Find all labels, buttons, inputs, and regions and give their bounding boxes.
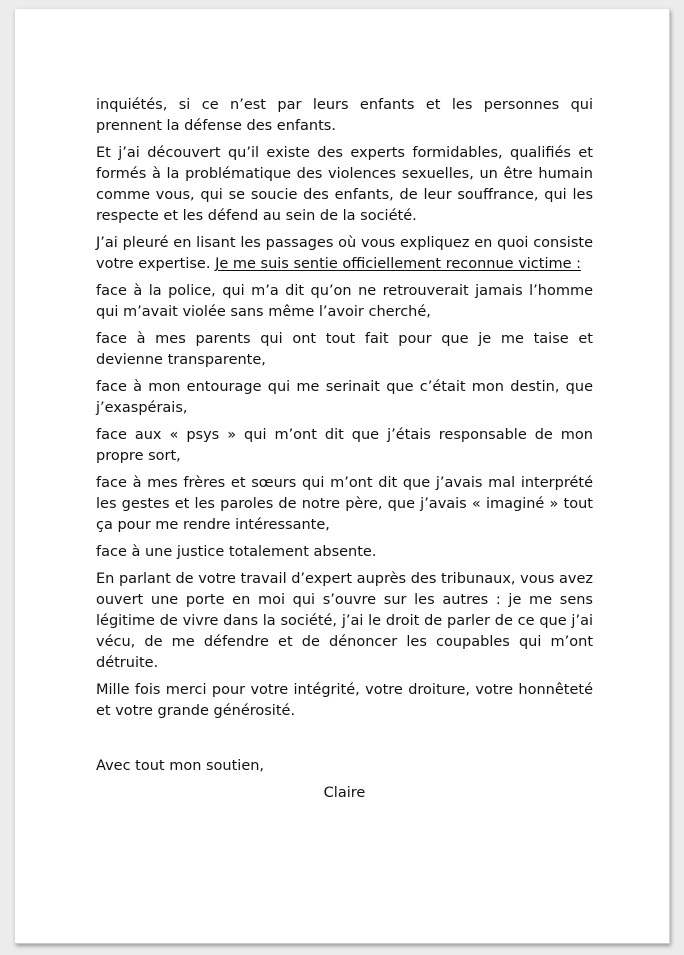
paragraph-3 xyxy=(96,233,593,275)
paragraph-4: face à la police, qui m’a dit qu’on ne retrouverait jamais l’homme qui m’avait violée sans même l’avoir cherché, xyxy=(96,283,593,320)
signature: Claire xyxy=(323,785,366,801)
document-page xyxy=(15,9,670,944)
letter-body xyxy=(96,95,593,804)
paragraph-9: face à une justice totalement absente. xyxy=(96,544,377,560)
paragraph-8: face à mes frères et sœurs qui m’ont dit que j’avais mal interprété les gestes et les paroles de notre père, que j’avais « imaginé » tout ça pour me rendre intéressante, xyxy=(96,475,593,533)
paragraph-7: face aux « psys » qui m’ont dit que j’étais responsable de mon propre sort, xyxy=(96,427,593,464)
paragraph-3-underlined-text: Je me suis sentie officiellement reconnue victime : xyxy=(215,256,582,272)
paragraph-3-text: J’ai pleuré en lisant les passages où vous expliquez en quoi consiste votre expertise. xyxy=(96,235,593,272)
paragraph-6: face à mon entourage qui me serinait que c’était mon destin, que j’exaspérais, xyxy=(96,379,593,416)
paragraph-5: face à mes parents qui ont tout fait pour que je me taise et devienne transparente, xyxy=(96,331,593,368)
paragraph-11: Mille fois merci pour votre intégrité, votre droiture, votre honnêteté et votre grande générosité. xyxy=(96,682,593,719)
closing-line: Avec tout mon soutien, xyxy=(96,758,265,774)
paragraph-2: Et j’ai découvert qu’il existe des experts formidables, qualifiés et formés à la problématique des violences sexuelles, un être humain comme vous, qui se soucie des enfants, de leur souffrance, qui les respecte et les défend au sein de la société. xyxy=(96,145,593,224)
paragraph-10: En parlant de votre travail d’expert auprès des tribunaux, vous avez ouvert une porte en moi qui s’ouvre sur les autres : je me sens légitime de vivre dans la société, j’ai le droit de parler de ce que j’ai vécu, de me défendre et de dénoncer les coupables qui m’ont détruite. xyxy=(96,571,593,671)
paragraph-1: inquiétés, si ce n’est par leurs enfants et les personnes qui prennent la défense des enfants. xyxy=(96,97,593,134)
